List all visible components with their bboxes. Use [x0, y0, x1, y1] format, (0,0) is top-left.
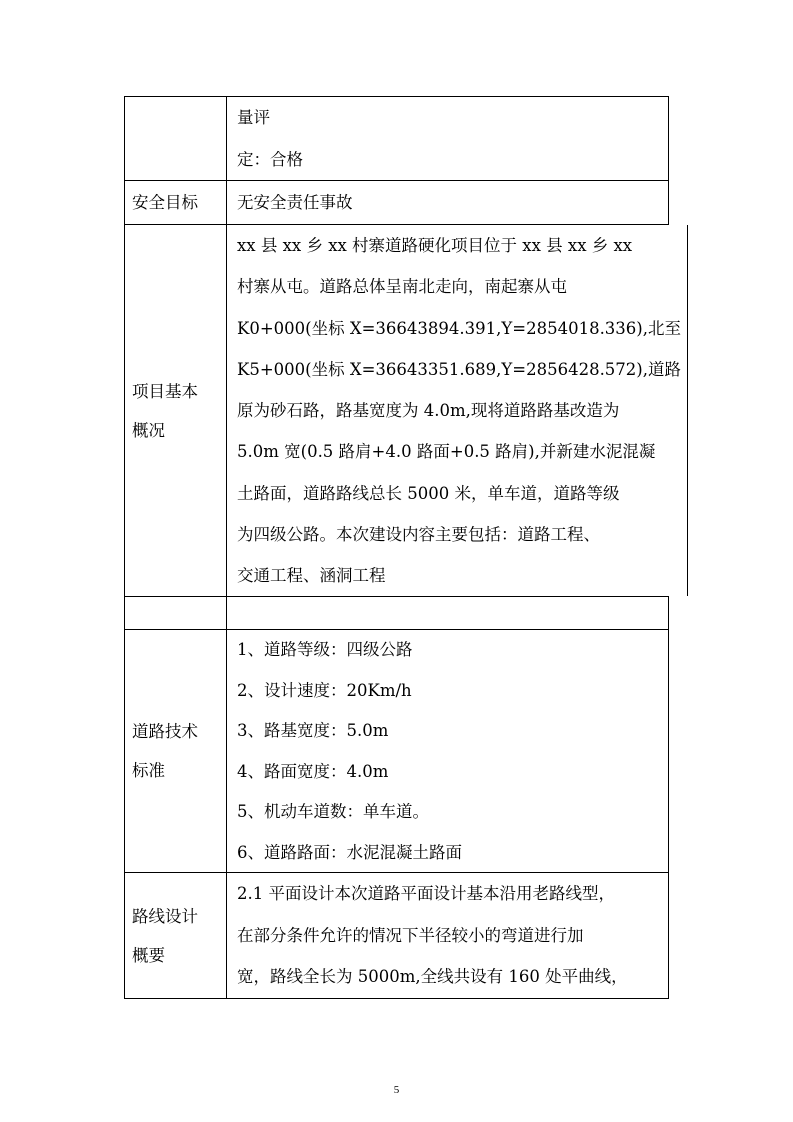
value-line: 定：合格: [237, 150, 303, 169]
table-row-safety: [124, 180, 669, 224]
value-line: 2、设计速度：20Km/h: [237, 680, 412, 700]
value-line: 在部分条件允许的情况下半径较小的弯道进行加: [237, 925, 584, 945]
table-row-quality: [124, 96, 669, 180]
row-label-route-design: [124, 873, 227, 998]
value-line: 3、路基宽度：5.0m: [237, 721, 389, 740]
row-label-overview: [124, 225, 227, 596]
value-line: 为四级公路。本次建设内容主要包括：道路工程、: [237, 525, 600, 545]
page-number: 5: [393, 1084, 400, 1096]
label-line: 概要: [132, 945, 165, 965]
row-value-safety: [227, 181, 669, 224]
row-value-overview: [227, 225, 688, 596]
row-value-route-design: [227, 873, 669, 998]
value-line: 5、机动车道数：单车道。: [237, 802, 429, 821]
table-row-route-design: [124, 872, 669, 999]
value-line: K0+000(坐标 X=36643894.391,Y=2854018.336),北至: [237, 318, 681, 338]
table-row-standards: [124, 629, 669, 872]
label-line: 道路技术: [132, 722, 198, 741]
row-label-empty: [124, 597, 227, 629]
value-line: xx 县 xx 乡 xx 村寨道路硬化项目位于 xx 县 xx 乡 xx: [237, 236, 633, 255]
value-line: 2.1 平面设计本次道路平面设计基本沿用老路线型，: [237, 884, 615, 903]
row-label-standards: [124, 630, 227, 872]
label-line: 项目基本: [132, 381, 198, 401]
value-line: 无安全责任事故: [237, 193, 353, 212]
label-line: 路线设计: [132, 906, 198, 926]
value-line: 原为砂石路，路基宽度为 4.0m,现将道路路基改造为: [237, 401, 620, 421]
row-label-empty: [124, 97, 227, 180]
row-value-quality: [227, 97, 669, 180]
value-line: K5+000(坐标 X=36643351.689,Y=2856428.572),道路: [237, 359, 681, 379]
table-row-overview: [124, 224, 681, 596]
table-row-empty: [124, 596, 669, 629]
row-value-standards: [227, 630, 669, 872]
value-line: 5.0m 宽(0.5 路肩+4.0 路面+0.5 路肩),并新建水泥混凝: [237, 442, 656, 462]
label-line: 概况: [132, 420, 165, 440]
value-line: 量评: [237, 108, 270, 127]
label-line: 标准: [132, 761, 165, 780]
value-line: 宽，路线全长为 5000m,全线共设有 160 处平曲线，: [237, 967, 628, 986]
row-label-safety: [124, 181, 227, 224]
value-line: 6、道路路面：水泥混凝土路面: [237, 842, 462, 862]
value-line: 村寨从屯。道路总体呈南北走向，南起寨从屯: [237, 277, 567, 297]
value-line: 1、道路等级：四级公路: [237, 640, 413, 659]
project-info-table: [124, 96, 681, 999]
value-line: 4、路面宽度：4.0m: [237, 761, 389, 781]
value-line: 土路面，道路路线总长 5000 米，单车道，道路等级: [237, 483, 620, 503]
label-line: 安全目标: [132, 193, 198, 212]
row-value-empty: [227, 597, 669, 629]
value-line: 交通工程、涵洞工程: [237, 566, 386, 586]
